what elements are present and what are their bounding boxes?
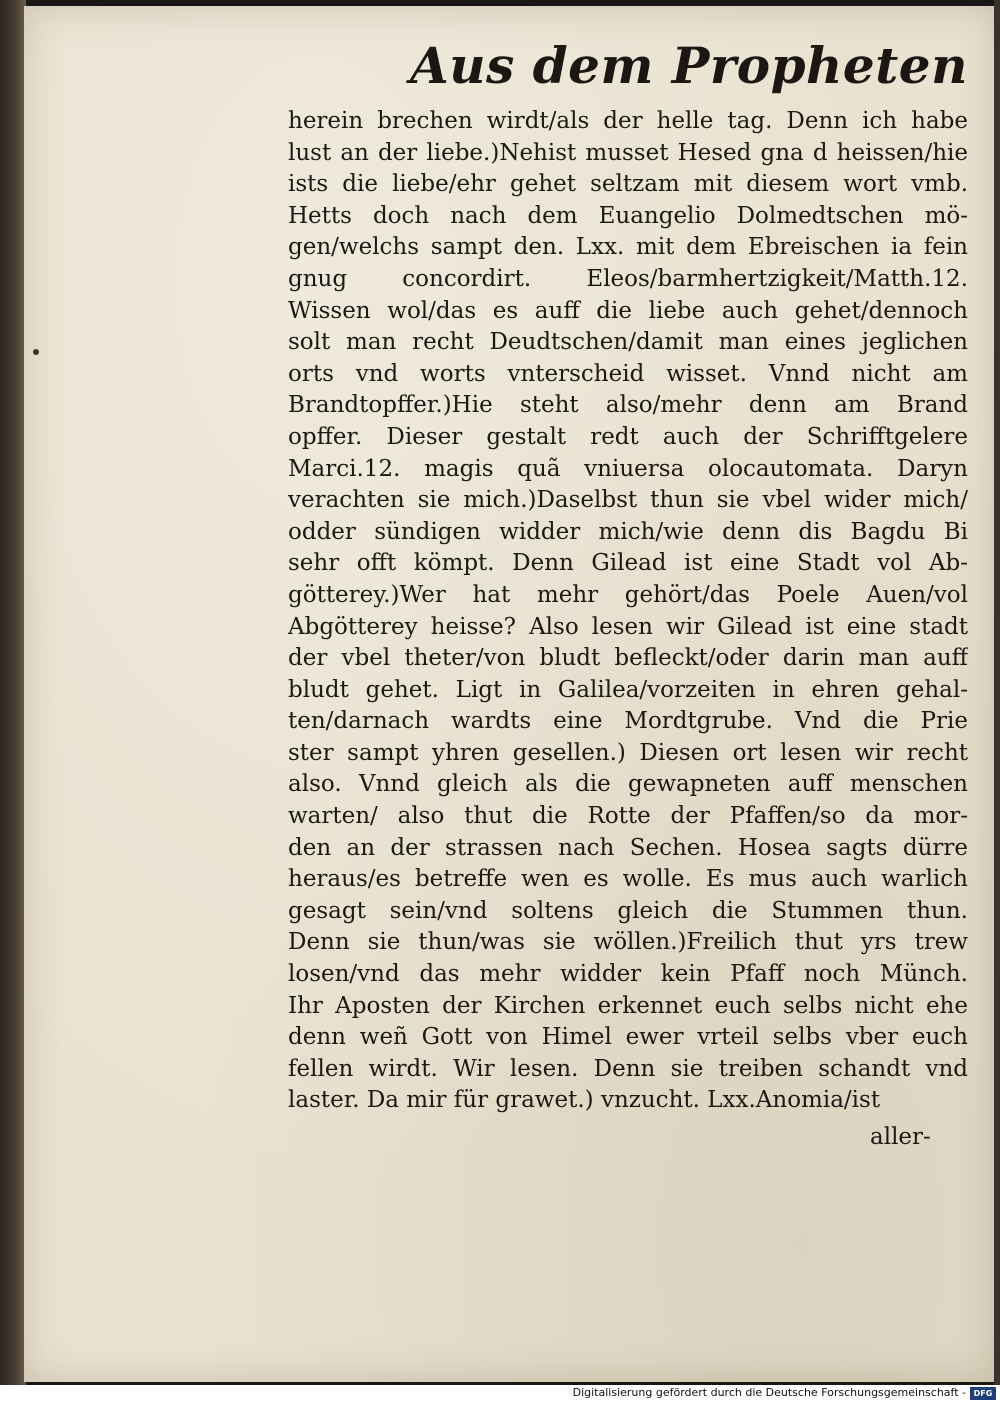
catchword: aller-	[870, 1124, 931, 1150]
text-line: sehr offt kömpt. Denn Gilead ist eine Stadt vol Ab-	[288, 550, 968, 577]
text-line: den an der strassen nach Sechen. Hosea sagts dürre	[288, 834, 968, 861]
text-line: Brandtopffer.)Hie steht also/mehr denn am Brand	[288, 392, 968, 419]
text-line: der vbel theter/von bludt befleckt/oder darin man auff	[288, 645, 968, 672]
text-line: opffer. Dieser gestalt redt auch der Schrifftgelere	[288, 423, 968, 450]
text-line: odder sündigen widder mich/wie denn dis Bagdu Bi	[288, 518, 968, 545]
text-line: losen/vnd das mehr widder kein Pfaff noch Münch.	[288, 961, 968, 988]
text-line: herein brechen wirdt/als der helle tag. Denn ich habe	[288, 108, 968, 134]
page-right-edge	[994, 0, 1000, 1385]
text-line: denn weñ Gott von Himel ewer vrteil selbs vber euch	[288, 1024, 968, 1051]
book-binding-edge	[0, 0, 26, 1385]
text-line: Ihr Aposten der Kirchen erkennet euch selbs nicht ehe	[288, 992, 968, 1019]
text-line: Abgötterey heisse? Also lesen wir Gilead ist eine stadt	[288, 613, 968, 640]
ink-spot	[33, 349, 39, 355]
text-line: gesagt sein/vnd soltens gleich die Stummen thun.	[288, 897, 968, 924]
footer-bar	[0, 1385, 1000, 1402]
text-line: heraus/es betreffe wen es wolle. Es mus auch warlich	[288, 866, 968, 893]
text-line: also. Vnnd gleich als die gewapneten auff menschen	[288, 771, 968, 798]
text-line: lust an der liebe.)Nehist musset Hesed gna d heissen/hie	[288, 139, 968, 166]
text-line: ster sampt yhren gesellen.) Diesen ort lesen wir recht	[288, 739, 968, 766]
text-line: laster. Da mir für grawet.) vnzucht. Lxx.Anomia/ist	[288, 1087, 881, 1114]
footer-credit: Digitalisierung gefördert durch die Deutsche Forschungsgemeinschaft -	[572, 1386, 966, 1399]
text-line: Marci.12. magis quã vniuersa olocautomata. Daryn	[288, 455, 968, 482]
text-line: ten/darnach wardts eine Mordtgrube. Vnd die Prie	[288, 708, 968, 735]
text-line: ists die liebe/ehr gehet seltzam mit diesem wort vmb.	[288, 171, 968, 198]
text-line: Denn sie thun/was sie wöllen.)Freilich thut yrs trew	[288, 929, 968, 956]
text-line: solt man recht Deudtschen/damit man eines jeglichen	[288, 329, 968, 356]
text-line: verachten sie mich.)Daselbst thun sie vbel wider mich/	[288, 487, 968, 514]
text-line: Wissen wol/das es auff die liebe auch gehet/dennoch	[288, 297, 968, 324]
text-line: götterey.)Wer hat mehr gehört/das Poele Auen/vol	[288, 581, 968, 608]
text-line: orts vnd worts vnterscheid wisset. Vnnd nicht am	[288, 360, 968, 387]
text-line: Hetts doch nach dem Euangelio Dolmedtschen mö-	[288, 202, 968, 229]
text-line: gnug concordirt. Eleos/barmhertzigkeit/Matth.12.	[288, 265, 968, 292]
dfg-logo: DFG	[970, 1387, 996, 1400]
running-heading: Aus dem Propheten	[410, 36, 968, 95]
text-line: gen/welchs sampt den. Lxx. mit dem Ebreischen ia fein	[288, 234, 968, 261]
text-line: bludt gehet. Ligt in Galilea/vorzeiten in ehren gehal-	[288, 676, 968, 703]
text-block	[288, 106, 968, 1117]
text-line: fellen wirdt. Wir lesen. Denn sie treiben schandt vnd	[288, 1055, 968, 1082]
text-line: warten/ also thut die Rotte der Pfaffen/so da mor-	[288, 803, 968, 830]
